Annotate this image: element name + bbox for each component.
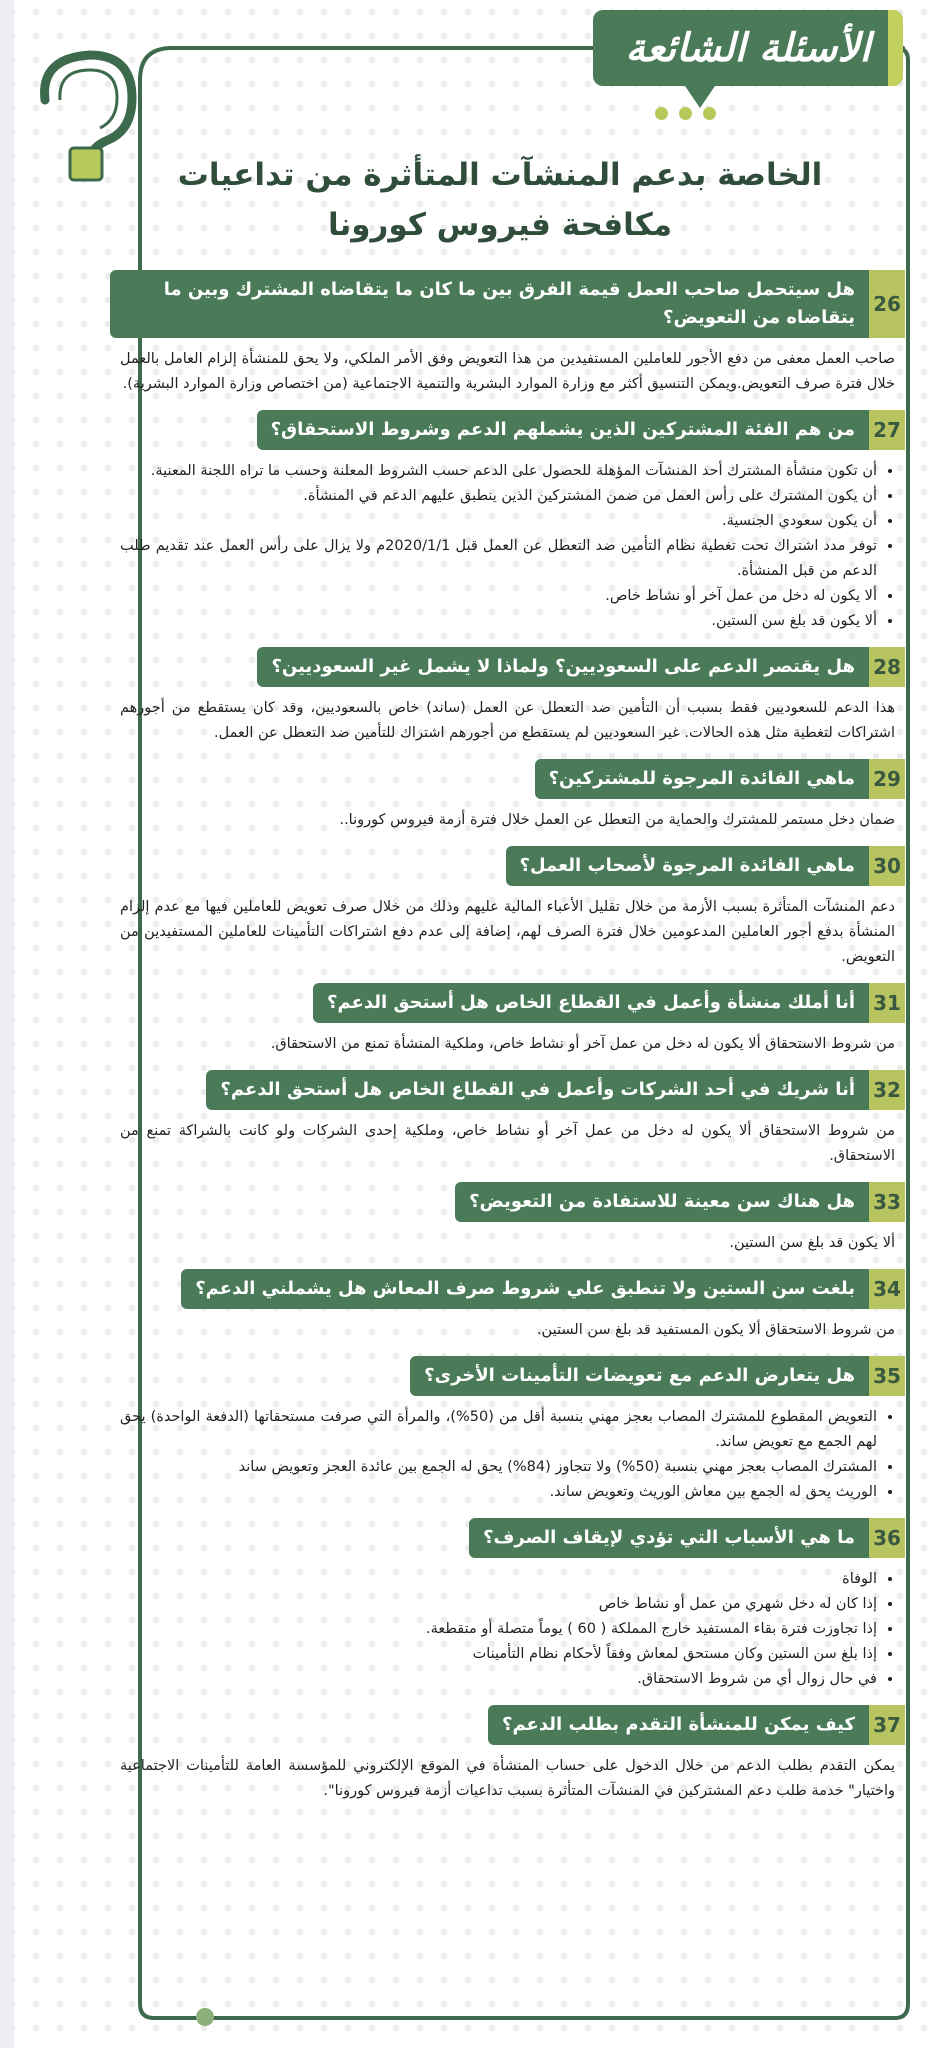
answer-bullet-list: [120, 459, 895, 634]
answer-bullet: • أن يكون سعودي الجنسية.: [120, 509, 877, 534]
left-edge-strip: [0, 0, 14, 2048]
answer-block: [110, 1745, 905, 1804]
answer-block: [110, 338, 905, 397]
answer-block: [110, 450, 905, 634]
question-text: ما هي الأسباب التي تؤدي لإيقاف الصرف؟: [469, 1518, 869, 1558]
question-number: 27: [869, 410, 905, 450]
answer-text: من شروط الاستحقاق ألا يكون المستفيد قد بلغ سن الستين.: [536, 1322, 895, 1338]
faq-question-header: [110, 270, 905, 338]
page-headline: [170, 150, 830, 250]
question-number: 32: [869, 1070, 905, 1110]
question-number: 26: [869, 270, 905, 338]
title-badge-accent: [888, 10, 903, 86]
question-number: 33: [869, 1182, 905, 1222]
question-text: من هم الفئة المشتركين الذين يشملهم الدعم وشروط الاستحقاق؟: [257, 410, 869, 450]
answer-bullet: • المشترك المصاب بعجز مهني بنسبة (50%) ولا تتجاوز (84%) يحق له الجمع بين عائدة العجز وتعويض ساند: [120, 1455, 877, 1480]
faq-question-header: [110, 983, 905, 1023]
headline-line-2: مكافحة فيروس كورونا: [327, 207, 673, 243]
faq-title-badge: الأسئلة الشائعة: [593, 10, 903, 86]
question-text: بلغت سن الستين ولا تنطبق علي شروط صرف المعاش هل يشملني الدعم؟: [181, 1269, 869, 1309]
answer-bullet-list: [120, 1567, 895, 1692]
answer-bullet: • أن تكون منشأة المشترك أحد المنشآت المؤهلة للحصول على الدعم حسب الشروط المعلنة وحسب ما تراه اللجنة المعنية.: [120, 459, 877, 484]
answer-bullet: • ألا يكون له دخل من عمل آخر أو نشاط خاص.: [120, 584, 877, 609]
question-number: 34: [869, 1269, 905, 1309]
answer-text: دعم المنشآت المتأثرة بسبب الأزمة من خلال تقليل الأعباء المالية عليهم وذلك من خلال صرف تعويض للعاملين فيها مع عدم إلزام المنشأة بدفع أجور العاملين المدعومين خلال فترة الصرف لهم، إضافة إلى عدم دفع اشتراكات التأمينات للعاملين المستفيدين من التعويض.: [120, 899, 895, 965]
answer-block: [110, 1396, 905, 1505]
faq-question-header: [110, 759, 905, 799]
answer-text: من شروط الاستحقاق ألا يكون له دخل من عمل آخر أو نشاط خاص، وملكية المنشأة تمنع من الاستحقاق.: [270, 1036, 895, 1052]
answer-block: [110, 1110, 905, 1169]
answer-bullet: • إذا بلغ سن الستين وكان مستحق لمعاش وفقاً لأحكام نظام التأمينات: [120, 1642, 877, 1667]
faq-item: [110, 1070, 905, 1169]
faq-item: [110, 1182, 905, 1256]
question-text: هل يقتصر الدعم على السعوديين؟ ولماذا لا يشمل غير السعوديين؟: [257, 647, 869, 687]
faq-question-header: [110, 846, 905, 886]
answer-bullet: • الوفاة: [120, 1567, 877, 1592]
headline-line-1: الخاصة بدعم المنشآت المتأثرة من تداعيات: [177, 157, 823, 193]
faq-item: [110, 759, 905, 833]
answer-block: [110, 1222, 905, 1256]
answer-bullet-list: [120, 1405, 895, 1505]
faq-list: [110, 270, 905, 1817]
question-text: هل سيتحمل صاحب العمل قيمة الفرق بين ما كان ما يتقاضاه المشترك وبين ما يتقاضاه من التعويض؟: [110, 270, 869, 338]
faq-question-header: [110, 1182, 905, 1222]
answer-bullet: • توفر مدد اشتراك تحت تغطية نظام التأمين ضد التعطل عن العمل قبل 2020/1/1م ولا يزال على رأس العمل عند تقديم طلب الدعم من قبل المنشأة.: [120, 534, 877, 584]
answer-bullet: • ألا يكون قد بلغ سن الستين.: [120, 609, 877, 634]
answer-text: ضمان دخل مستمر للمشترك والحماية من التعطل عن العمل خلال فترة أزمة فيروس كورونا..: [339, 812, 895, 828]
question-number: 35: [869, 1356, 905, 1396]
answer-block: [110, 886, 905, 970]
title-dots: [655, 107, 716, 120]
faq-item: [110, 647, 905, 746]
question-text: كيف يمكن للمنشأة التقدم بطلب الدعم؟: [488, 1705, 869, 1745]
question-text: هل هناك سن معينة للاستفادة من التعويض؟: [455, 1182, 869, 1222]
faq-item: [110, 410, 905, 634]
answer-bullet: • إذا كان له دخل شهري من عمل أو نشاط خاص: [120, 1592, 877, 1617]
question-number: 29: [869, 759, 905, 799]
answer-block: [110, 799, 905, 833]
faq-question-header: [110, 1269, 905, 1309]
question-text: أنا أملك منشأة وأعمل في القطاع الخاص هل أستحق الدعم؟: [313, 983, 869, 1023]
frame-end-dot: [196, 2008, 214, 2026]
faq-item: [110, 846, 905, 970]
question-text: هل يتعارض الدعم مع تعويضات التأمينات الأخرى؟: [410, 1356, 869, 1396]
question-number: 28: [869, 647, 905, 687]
faq-question-header: [110, 1070, 905, 1110]
answer-bullet: • التعويض المقطوع للمشترك المصاب بعجز مهني بنسبة أقل من (50%)، والمرأة التي صرفت مستحقاتها (الدفعة الواحدة) يحق لهم الجمع مع تعويض ساند.: [120, 1405, 877, 1455]
faq-question-header: [110, 1518, 905, 1558]
question-number: 36: [869, 1518, 905, 1558]
faq-question-header: [110, 1705, 905, 1745]
answer-bullet: • إذا تجاوزت فترة بقاء المستفيد خارج المملكة ( 60 ) يوماً متصلة أو متقطعة.: [120, 1617, 877, 1642]
answer-bullet: • أن يكون المشترك على رأس العمل من ضمن المشتركين الذين ينطبق عليهم الدعم في المنشأة.: [120, 484, 877, 509]
faq-item: [110, 270, 905, 397]
answer-text: من شروط الاستحقاق ألا يكون له دخل من عمل آخر أو نشاط خاص، وملكية إحدى الشركات ولو كانت بالشراكة تمنع من الاستحقاق.: [120, 1123, 895, 1164]
faq-item: [110, 1356, 905, 1505]
answer-block: [110, 1309, 905, 1343]
answer-block: [110, 687, 905, 746]
speech-tail: [685, 86, 715, 108]
answer-text: يمكن التقدم بطلب الدعم من خلال الدخول على حساب المنشأة في الموقع الإلكتروني للمؤسسة العامة للتأمينات الاجتماعية واختيار" خدمة طلب دعم المشتركين في المنشآت المتأثرة بسبب تداعيات أزمة فيروس كورونا".: [120, 1758, 895, 1799]
answer-bullet: • الوريث يحق له الجمع بين معاش الوريث وتعويض ساند.: [120, 1480, 877, 1505]
question-number: 30: [869, 846, 905, 886]
faq-item: [110, 1705, 905, 1804]
faq-item: [110, 1518, 905, 1692]
answer-text: هذا الدعم للسعوديين فقط بسبب أن التأمين ضد التعطل عن العمل (ساند) خاص بالسعوديين، وقد كان يستقطع من أجورهم اشتراكات لتغطية مثل هذه الحالات. غير السعوديين لم يستقطع من أجورهم اشتراك للتأمين ضد التعطل عن العمل.: [120, 700, 895, 741]
question-number: 37: [869, 1705, 905, 1745]
faq-question-header: [110, 647, 905, 687]
faq-item: [110, 1269, 905, 1343]
question-text: أنا شريك في أحد الشركات وأعمل في القطاع الخاص هل أستحق الدعم؟: [206, 1070, 869, 1110]
question-text: ماهي الفائدة المرجوة لأصحاب العمل؟: [506, 846, 869, 886]
answer-text: ألا يكون قد بلغ سن الستين.: [729, 1235, 895, 1251]
faq-item: [110, 983, 905, 1057]
faq-question-header: [110, 1356, 905, 1396]
question-number: 31: [869, 983, 905, 1023]
question-text: ماهي الفائدة المرجوة للمشتركين؟: [535, 759, 869, 799]
answer-bullet: • في حال زوال أي من شروط الاستحقاق.: [120, 1667, 877, 1692]
answer-block: [110, 1023, 905, 1057]
faq-question-header: [110, 410, 905, 450]
answer-block: [110, 1558, 905, 1692]
question-mark-icon: [45, 55, 132, 180]
answer-text: صاحب العمل معفى من دفع الأجور للعاملين المستفيدين من هذا التعويض وفق الأمر الملكي، ولا يحق للمنشأة إلزام العامل بالعمل خلال فترة صرف التعويض.ويمكن التنسيق أكثر مع وزارة الموارد البشرية والتنمية الاجتماعية (من اختصاص وزارة الموارد البشرية).: [120, 351, 895, 392]
